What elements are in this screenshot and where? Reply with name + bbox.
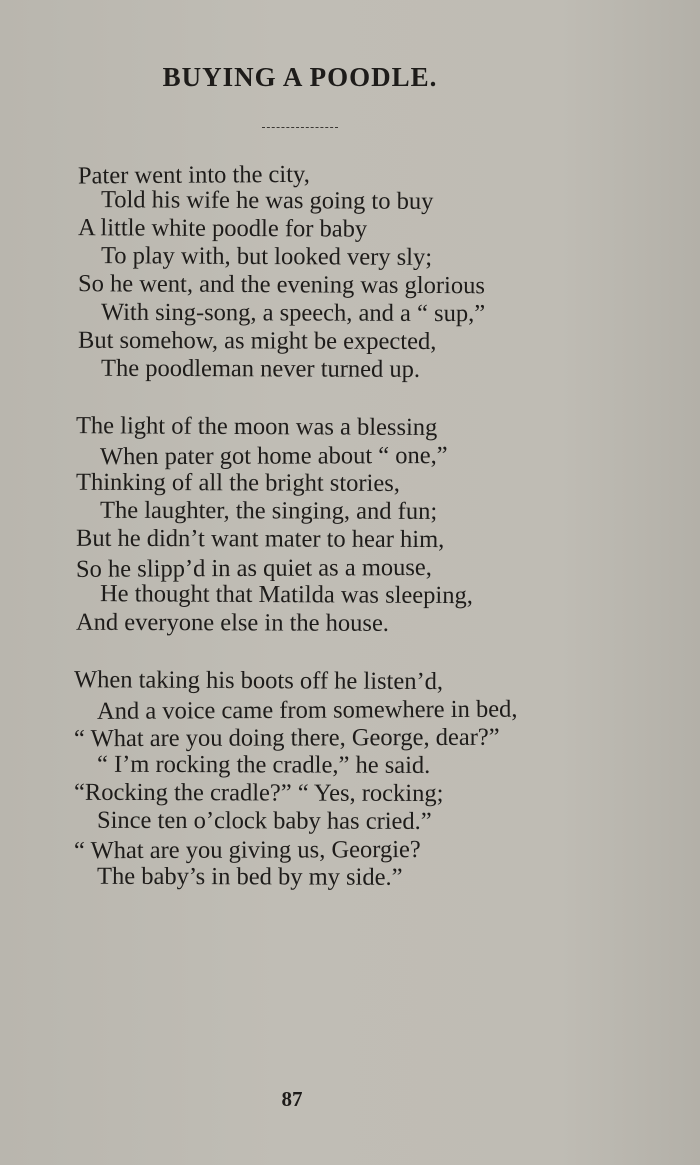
poem-line: And everyone else in the house. — [75, 608, 390, 637]
stanza-2 — [0, 414, 700, 638]
poem-line: But he didn’t want mater to hear him, — [75, 524, 445, 554]
poem-line: “ What are you giving us, Georgie? — [73, 836, 421, 865]
poem-line: The baby’s in bed by my side.” — [96, 862, 403, 891]
title-divider — [262, 127, 338, 128]
poem-line: “ What are you doing there, George, dear?” — [73, 723, 500, 753]
poem-line: Since ten o’clock baby has cried.” — [96, 806, 432, 835]
poem-line: Pater went into the city, — [77, 160, 310, 190]
poem-line: And a voice came from somewhere in bed, — [96, 695, 518, 725]
poem-line: So he slipp’d in as quiet as a mouse, — [75, 553, 432, 583]
page-number: 87 — [281, 1087, 303, 1111]
poem-line: So he went, and the evening was glorious — [77, 270, 485, 300]
poem-line: But somehow, as might be expected, — [77, 326, 437, 356]
poem-line: “Rocking the cradle?” “ Yes, rocking; — [73, 778, 444, 808]
poem-line: He thought that Matilda was sleeping, — [99, 580, 473, 610]
poem-line: With sing-song, a speech, and a “ sup,” — [100, 298, 486, 328]
poem-body — [0, 160, 700, 922]
poem-line: “ I’m rocking the cradle,” he said. — [96, 750, 431, 779]
poem-line: A little white poodle for baby — [77, 214, 368, 243]
poem-line: The poodleman never turned up. — [100, 354, 421, 383]
poem-line: The light of the moon was a blessing — [75, 412, 438, 442]
poem-line: Thinking of all the bright stories, — [75, 468, 400, 497]
poem-line: The laughter, the singing, and fun; — [99, 496, 438, 525]
poem-line: Told his wife he was going to buy — [100, 186, 434, 215]
poem-line: To play with, but looked very sly; — [100, 242, 433, 271]
poem-title: BUYING A POODLE. — [162, 62, 438, 92]
stanza-3 — [0, 668, 700, 892]
poem-line: When pater got home about “ one,” — [99, 442, 448, 471]
poem-line: When taking his boots off he listen’d, — [73, 666, 444, 696]
stanza-1 — [0, 160, 700, 384]
